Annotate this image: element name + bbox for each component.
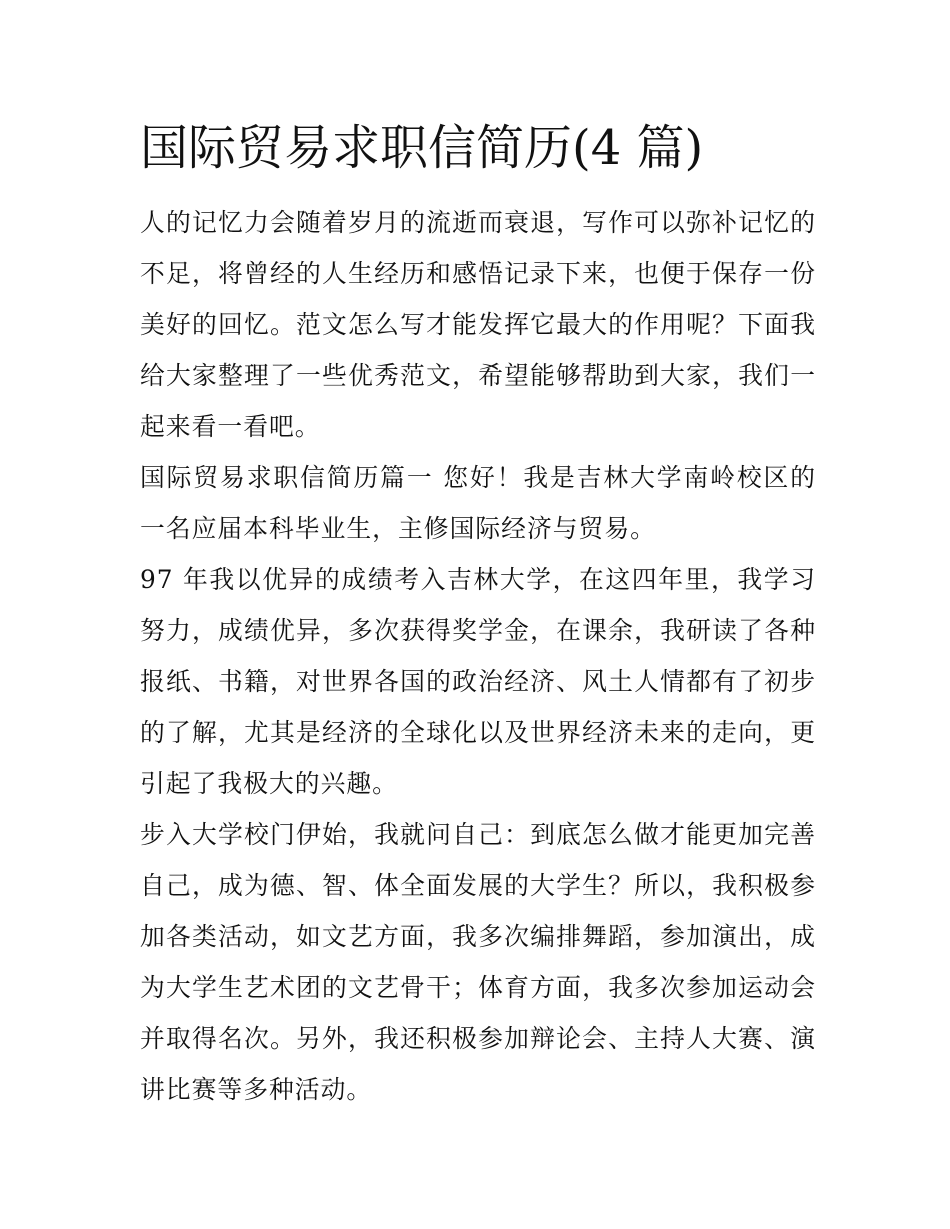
paragraph-intro: 人的记忆力会随着岁月的流逝而衰退，写作可以弥补记忆的不足，将曾经的人生经历和感悟记录下来，也便于保存一份美好的回忆。范文怎么写才能发挥它最大的作用呢？下面我给大家整理了一些优秀范文，希望能够帮助到大家，我们一起来看一看吧。 xyxy=(140,208,816,441)
paragraph-education: 97 年我以优异的成绩考入吉林大学，在这四年里，我学习努力，成绩优异，多次获得奖学金，在课余，我研读了各种报纸、书籍，对世界各国的政治经济、风土人情都有了初步的了解，尤其是经济的全球化以及世界经济未来的走向，更引起了我极大的兴趣。 xyxy=(140,565,816,798)
document-title: 国际贸易求职信简历(4 篇) xyxy=(140,120,704,176)
document-page xyxy=(140,112,816,1115)
paragraph-letter-opening: 国际贸易求职信简历篇一 您好！我是吉林大学南岭校区的一名应届本科毕业生，主修国际经济与贸易。 xyxy=(140,463,816,543)
paragraph-activities: 步入大学校门伊始，我就问自己：到底怎么做才能更加完善自己，成为德、智、体全面发展的大学生？所以，我积极参加各类活动，如文艺方面，我多次编排舞蹈，参加演出，成为大学生艺术团的文艺骨干；体育方面，我多次参加运动会并取得名次。另外，我还积极参加辩论会、主持人大赛、演讲比赛等多种活动。 xyxy=(140,820,816,1104)
